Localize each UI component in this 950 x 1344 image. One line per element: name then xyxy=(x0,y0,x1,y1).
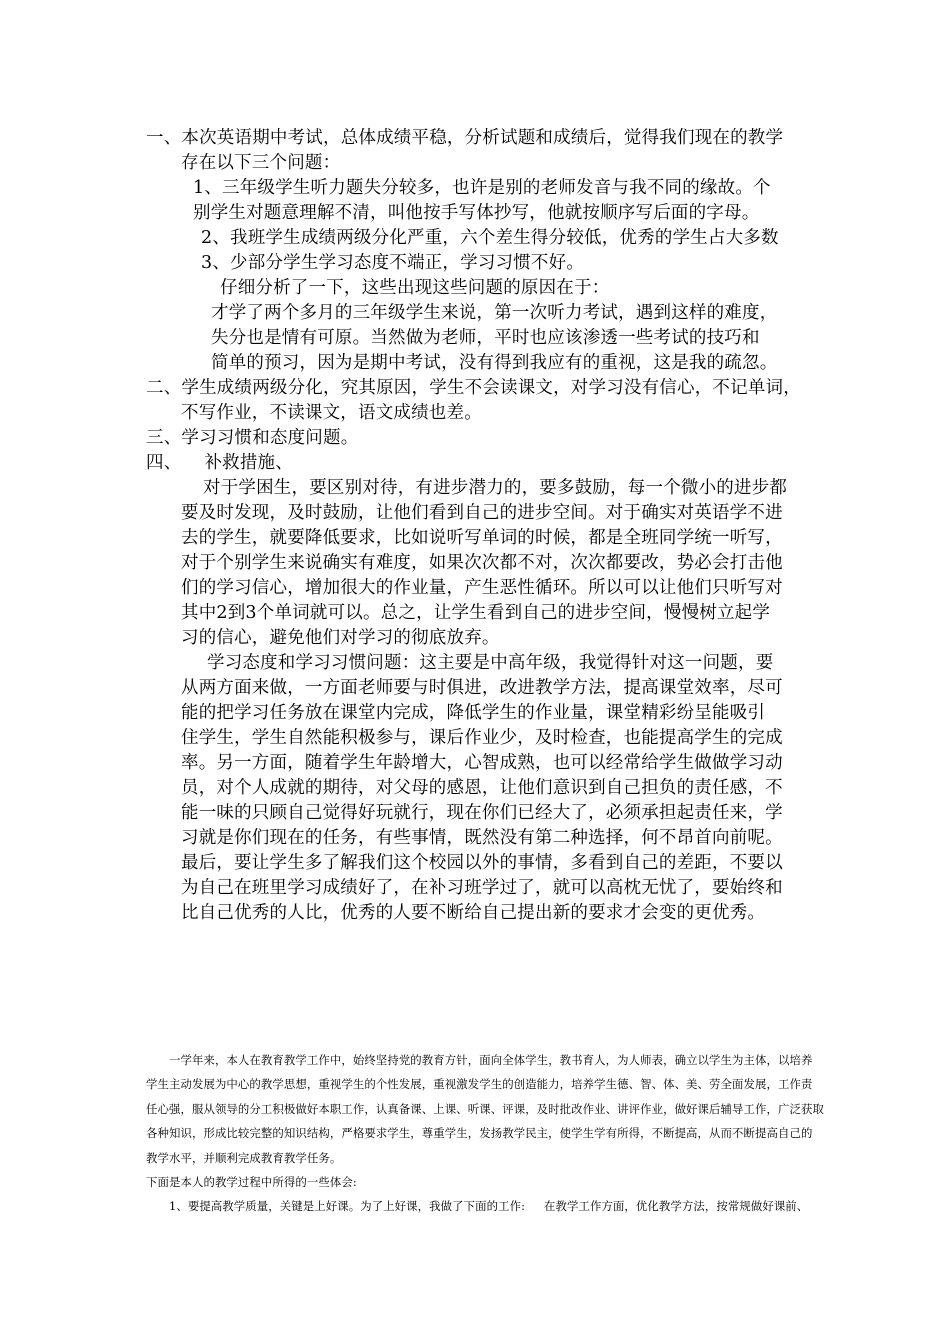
item1-line1: 1、三年级学生听力题失分较多，也许是别的老师发音与我不同的缘故。个 xyxy=(193,178,771,198)
item2-line: 2、我班学生成绩两级分化严重，六个差生得分较低，优秀的学生占大多数 xyxy=(201,228,779,248)
section1-heading-line2: 存在以下三个问题： xyxy=(181,153,341,173)
analysis-line3: 简单的预习，因为是期中考试，没有得到我应有的重视，这是我的疏忽。 xyxy=(211,353,778,373)
para1-line2: 要及时发现，及时鼓励，让他们看到自己的进步空间。对于确实对英语学不进 xyxy=(181,503,783,523)
para2-line5: 率。另一方面，随着学生年龄增大，心智成熟，也可以经常给学生做做学习动 xyxy=(181,753,783,773)
section2-line1: 二、学生成绩两级分化，究其原因，学生不会读课文，对学习没有信心，不记单词， xyxy=(146,378,801,398)
item3-line: 3、少部分学生学习态度不端正，学习习惯不好。 xyxy=(201,253,585,273)
para2-line6: 员，对个人成就的期待，对父母的感恩，让他们意识到自己担负的责任感，不 xyxy=(181,778,783,798)
analysis-line1: 才学了两个多月的三年级学生来说，第一次听力考试，遇到这样的难度， xyxy=(211,303,778,323)
para2-line4: 住学生，学生自然能积极参与，课后作业少，及时检查，也能提高学生的完成 xyxy=(181,728,783,748)
para1-line1: 对于学困生，要区别对待，有进步潜力的，要多鼓励，每一个微小的进步都 xyxy=(203,478,788,498)
para1-line3: 去的学生，就要降低要求，比如说听写单词的时候，都是全班同学统一听写， xyxy=(181,528,783,548)
summary-line1: 一学年来，本人在教育教学工作中，始终坚持党的教育方针，面向全体学生，教书育人，为人师表，确立以学生为主体，以培养 xyxy=(169,1053,813,1067)
para2-line2: 从两方面来做，一方面老师要与时俱进，改进教学方法，提高课堂效率，尽可 xyxy=(181,678,783,698)
point1-line: 1、要提高教学质量，关键是上好课。为了上好课，我做了下面的工作: xyxy=(169,1199,526,1213)
para2-line3: 能的把学习任务放在课堂内完成，降低学生的作业量，课堂精彩纷呈能吸引 xyxy=(181,703,766,723)
section4-heading: 四、 补救措施、 xyxy=(146,453,293,473)
summary-line2: 学生主动发展为中心的教学思想，重视学生的个性发展，重视激发学生的创造能力，培养学生德、智、体、美、劳全面发展，工作责 xyxy=(146,1077,813,1091)
para2-line10: 为自己在班里学习成绩好了，在补习班学过了，就可以高枕无忧了，要始终和 xyxy=(181,878,783,898)
analysis-intro: 仔细分析了一下，这些出现这些问题的原因在于： xyxy=(220,278,610,298)
section1-heading-line1: 一、本次英语期中考试，总体成绩平稳，分析试题和成绩后，觉得我们现在的教学 xyxy=(146,128,784,148)
para1-line5: 们的学习信心，增加很大的作业量，产生恶性循环。所以可以让他们只听写对 xyxy=(181,578,783,598)
item1-line2: 别学生对题意理解不清，叫他按手写体抄写，他就按顺序写后面的字母。 xyxy=(193,203,760,223)
section3-line: 三、学习习惯和态度问题。 xyxy=(146,428,359,448)
summary-line4: 各种知识，形成比较完整的知识结构，严格要求学生，尊重学生，发扬教学民主，使学生学有所得，不断提高，从而不断提高自己的 xyxy=(146,1126,813,1140)
summary-line3: 任心强，服从领导的分工积极做好本职工作，认真备课、上课、听课、评课，及时批改作业、讲评作业，做好课后辅导工作，广泛获取 xyxy=(146,1102,824,1116)
para2-line11: 比自己优秀的人比，优秀的人要不断给自己提出新的要求才会变的更优秀。 xyxy=(181,903,766,923)
para2-line9: 最后，要让学生多了解我们这个校园以外的事情，多看到自己的差距，不要以 xyxy=(181,853,783,873)
para1-line4: 对于个别学生来说确实有难度，如果次次都不对，次次都要改，势必会打击他 xyxy=(181,553,783,573)
summary-line5: 教学水平，并顺利完成教育教学任务。 xyxy=(146,1151,342,1165)
para2-line7: 能一味的只顾自己觉得好玩就行，现在你们已经大了，必须承担起责任来，学 xyxy=(181,803,783,823)
experience-intro: 下面是本人的教学过程中所得的一些体会: xyxy=(146,1175,357,1189)
para2-line8: 习就是你们现在的任务，有些事情，既然没有第二种选择，何不昂首向前呢。 xyxy=(181,828,783,848)
section2-line2: 不写作业，不读课文，语文成绩也差。 xyxy=(181,403,482,423)
para1-line7: 习的信心，避免他们对学习的彻底放弃。 xyxy=(181,628,500,648)
para2-line1: 学习态度和学习习惯问题：这主要是中高年级，我觉得针对这一问题，要 xyxy=(207,653,774,673)
analysis-line2: 失分也是情有可原。当然做为老师，平时也应该渗透一些考试的技巧和 xyxy=(211,328,760,348)
para1-line6: 其中2到3个单词就可以。总之，让学生看到自己的进步空间，慢慢树立起学 xyxy=(181,603,771,623)
point1-continuation: 在教学工作方面，优化教学方法，按常规做好课前、 xyxy=(544,1199,809,1213)
